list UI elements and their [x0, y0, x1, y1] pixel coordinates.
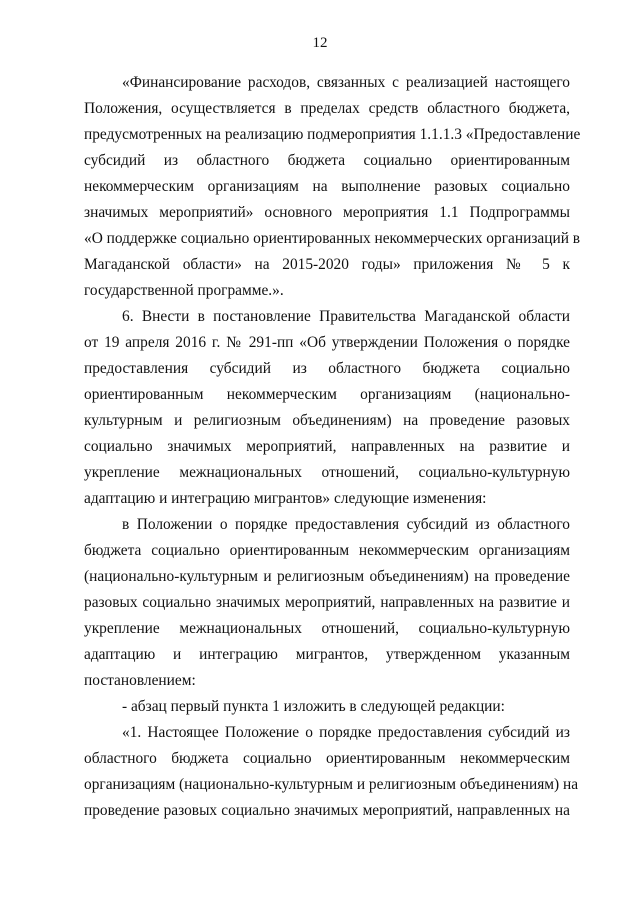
- text-line: некоммерческим организациям на выполнение разовых социально: [84, 178, 570, 195]
- text-line: разовых социально значимых мероприятий, направленных на развитие и: [84, 594, 570, 611]
- text-line: Положения, осуществляется в пределах средств областного бюджета,: [84, 100, 570, 117]
- text-line: предусмотренных на реализацию подмероприятия 1.1.1.3 «Предоставление: [84, 126, 581, 143]
- text-line: предоставления субсидий из областного бюджета социально: [84, 360, 570, 377]
- text-line: ориентированным некоммерческим организациям (национально-: [84, 386, 570, 403]
- text-line: постановлением:: [84, 672, 196, 689]
- text-line: 6. Внести в постановление Правительства Магаданской области: [122, 308, 570, 325]
- text-line: «1. Настоящее Положение о порядке предоставления субсидий из: [122, 724, 570, 741]
- text-line: бюджета социально ориентированным некоммерческим организациям: [84, 542, 570, 559]
- text-line: адаптацию и интеграцию мигрантов» следующие изменения:: [84, 490, 487, 507]
- text-line: проведение разовых социально значимых мероприятий, направленных на: [84, 802, 570, 819]
- text-line: областного бюджета социально ориентированным некоммерческим: [84, 750, 570, 767]
- text-line: «Финансирование расходов, связанных с реализацией настоящего: [122, 74, 570, 91]
- text-line: государственной программе.».: [84, 282, 284, 299]
- text-line: субсидий из областного бюджета социально ориентированным: [84, 152, 570, 169]
- text-line: адаптацию и интеграцию мигрантов, утвержденном указанным: [84, 646, 570, 663]
- text-line: от 19 апреля 2016 г. № 291-пп «Об утверждении Положения о порядке: [84, 334, 570, 351]
- text-line: в Положении о порядке предоставления субсидий из областного: [122, 516, 570, 533]
- document-body: [84, 70, 581, 824]
- text-line: культурным и религиозным объединениям) на проведение разовых: [84, 412, 570, 429]
- text-line: социально значимых мероприятий, направленных на развитие и: [84, 438, 570, 455]
- text-line: Магаданской области» на 2015-2020 годы» приложения № 5 к: [84, 256, 570, 273]
- text-line: организациям (национально-культурным и религиозным объединениям) на: [84, 776, 579, 793]
- text-line: - абзац первый пункта 1 изложить в следующей редакции:: [122, 698, 505, 715]
- text-line: укрепление межнациональных отношений, социально-культурную: [84, 464, 570, 481]
- text-line: значимых мероприятий» основного мероприятия 1.1 Подпрограммы: [84, 204, 570, 221]
- text-line: укрепление межнациональных отношений, социально-культурную: [84, 620, 570, 637]
- text-line: (национально-культурным и религиозным объединениям) на проведение: [84, 568, 570, 585]
- page-number: 12: [312, 35, 328, 51]
- text-line: «О поддержке социально ориентированных некоммерческих организаций в: [84, 230, 581, 247]
